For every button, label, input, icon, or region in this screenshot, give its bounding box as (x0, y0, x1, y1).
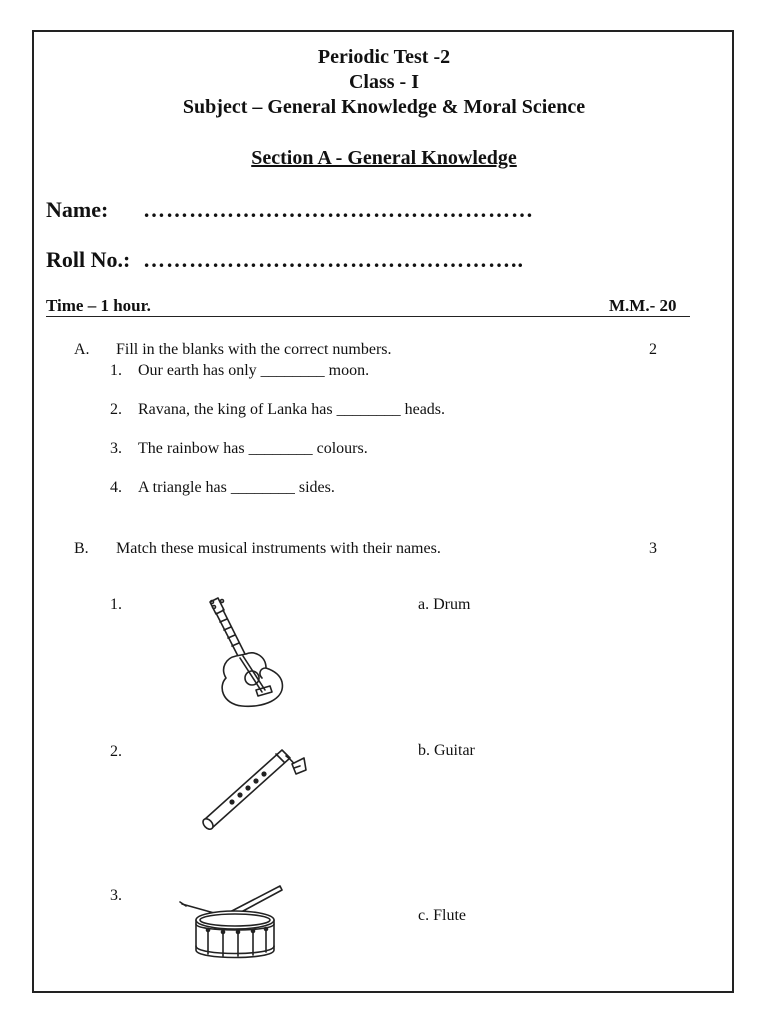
question-a-item: A triangle has ________ sides. (138, 479, 335, 496)
match-picture-number: 1. (110, 596, 122, 613)
test-title: Periodic Test -2 (317, 46, 451, 68)
question-b-marks: 3 (649, 540, 657, 557)
flute-icon (192, 742, 308, 836)
header-rule (46, 316, 690, 317)
guitar-icon (196, 596, 292, 712)
name-label: Name: (46, 197, 109, 222)
question-a-item: The rainbow has ________ colours. (138, 440, 368, 457)
match-name-item: b. Guitar (418, 742, 475, 759)
question-a-prompt: Fill in the blanks with the correct numbers. (116, 341, 392, 358)
question-a-marks: 2 (649, 341, 657, 358)
max-marks: M.M.- 20 (609, 296, 677, 315)
question-a-item-number: 4. (110, 479, 122, 496)
question-a-item: Our earth has only ________ moon. (138, 362, 370, 379)
match-picture-number: 3. (110, 887, 122, 904)
match-name-item: a. Drum (418, 596, 471, 613)
question-b-prompt: Match these musical instruments with their names. (116, 540, 441, 557)
time-label: Time – 1 hour. (46, 296, 151, 315)
match-picture-number: 2. (110, 743, 122, 760)
drum-icon (176, 884, 288, 964)
question-b-letter: B. (74, 540, 89, 557)
question-a-letter: A. (74, 341, 90, 358)
roll-label: Roll No.: (46, 247, 131, 272)
class-label: Class - I (348, 71, 419, 93)
question-a-item: Ravana, the king of Lanka has ________ heads. (138, 401, 446, 418)
subject-line: Subject – General Knowledge & Moral Science (182, 96, 586, 118)
section-heading-text: Section A - General Knowledge (251, 147, 517, 169)
page-border (32, 30, 734, 993)
section-heading (0, 147, 768, 170)
name-field[interactable]: …………………………………………… (143, 197, 534, 222)
roll-field[interactable]: ………………………………………….. (143, 247, 524, 272)
question-a-item-number: 1. (110, 362, 122, 379)
question-a-item-number: 2. (110, 401, 122, 418)
question-a-item-number: 3. (110, 440, 122, 457)
match-name-item: c. Flute (418, 907, 466, 924)
